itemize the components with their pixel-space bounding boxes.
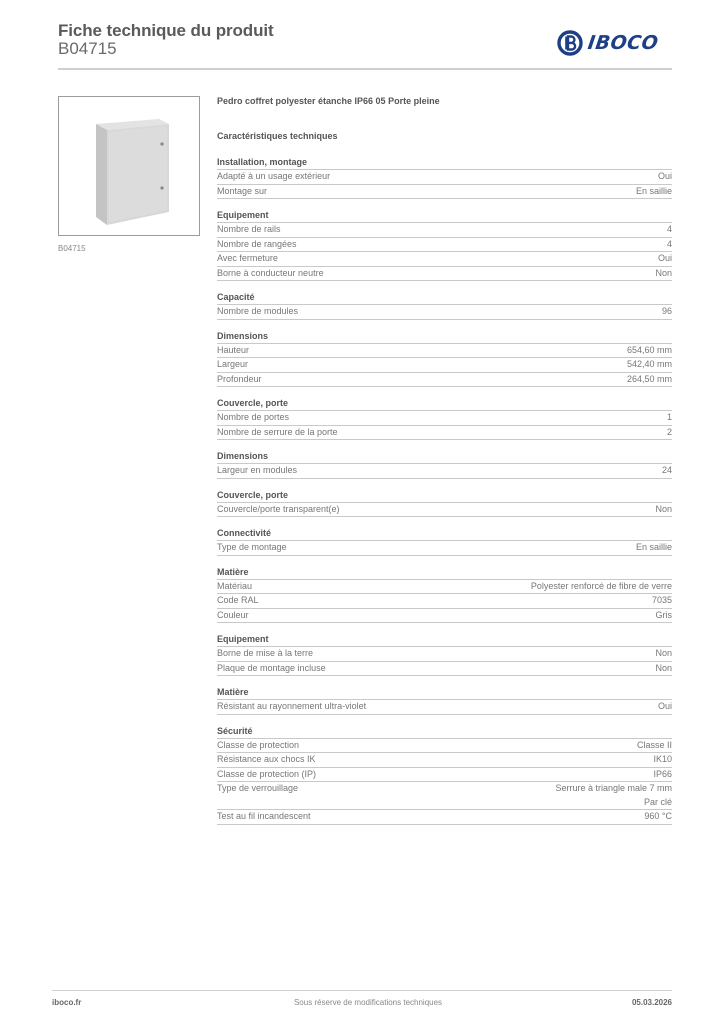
spec-value <box>655 662 672 676</box>
spec-label: Borne à conducteur neutre <box>217 267 324 278</box>
product-image <box>58 96 200 236</box>
spec-value <box>655 647 672 661</box>
spec-label: Plaque de montage incluse <box>217 662 326 673</box>
spec-value-line: 96 <box>661 306 672 316</box>
spec-row <box>217 768 672 783</box>
footer-date: 05.03.2026 <box>631 998 672 1007</box>
spec-label: Nombre de rails <box>217 224 281 234</box>
spec-row <box>217 170 672 185</box>
spec-value-line: IP66 <box>653 768 672 779</box>
spec-group-title: Equipement <box>217 632 672 647</box>
spec-value <box>658 700 672 714</box>
spec-row <box>217 753 672 768</box>
spec-value-line: En saillie <box>635 185 672 196</box>
spec-row <box>217 411 672 426</box>
spec-group <box>217 488 672 518</box>
spec-value-line: Oui <box>657 701 672 711</box>
spec-value-line: 542,40 mm <box>626 359 672 369</box>
spec-row <box>217 238 672 253</box>
spec-value <box>653 753 672 767</box>
brand-logo <box>557 28 658 58</box>
spec-group-title: Capacité <box>217 290 672 305</box>
spec-row <box>217 594 672 609</box>
spec-value <box>636 541 672 555</box>
spec-value <box>656 609 673 623</box>
footer-disclaimer: Sous réserve de modifications techniques <box>293 998 443 1007</box>
spec-row <box>217 662 672 677</box>
enclosure-cabinet-icon <box>59 97 199 235</box>
spec-group <box>217 155 672 199</box>
spec-value <box>667 411 672 425</box>
spec-group <box>217 208 672 281</box>
spec-value-line: Non <box>655 648 672 658</box>
product-code: B04715 <box>58 39 117 58</box>
spec-value-line: IK10 <box>653 754 672 764</box>
spec-value-line: Serrure à triangle male 7 mm <box>555 783 672 793</box>
spec-row <box>217 464 672 479</box>
spec-row <box>217 609 672 624</box>
spec-value-line: Par clé <box>643 796 672 807</box>
spec-row <box>217 700 672 715</box>
spec-label: Nombre de rangées <box>217 238 297 249</box>
spec-group-title: Couvercle, porte <box>217 488 672 503</box>
spec-label: Type de montage <box>217 542 287 552</box>
spec-group-title: Matière <box>217 565 672 580</box>
footer-website: iboco.fr <box>52 998 82 1007</box>
spec-label: Avec fermeture <box>217 253 278 263</box>
spec-value-line: Non <box>655 662 672 673</box>
spec-group <box>217 565 672 624</box>
spec-row <box>217 373 672 388</box>
spec-group <box>217 685 672 715</box>
spec-label: Couvercle/porte transparent(e) <box>217 503 340 514</box>
spec-label: Nombre de serrure de la porte <box>217 426 338 437</box>
spec-group <box>217 632 672 676</box>
spec-label: Type de verrouillage <box>217 783 299 793</box>
spec-value-line: 960 °C <box>644 811 672 821</box>
spec-group-title: Couvercle, porte <box>217 396 672 411</box>
spec-group-title: Installation, montage <box>217 155 672 170</box>
spec-row <box>217 782 672 810</box>
spec-row <box>217 647 672 662</box>
spec-row <box>217 305 672 320</box>
spec-value <box>555 782 672 809</box>
spec-label: Nombre de portes <box>217 412 290 422</box>
spec-row <box>217 267 672 282</box>
spec-value <box>655 503 672 517</box>
spec-group-title: Dimensions <box>217 329 672 344</box>
logo-text: IBOCO <box>586 32 660 54</box>
spec-value-line: Polyester renforcé de fibre de verre <box>530 580 672 591</box>
spec-value-line: Classe II <box>636 739 672 750</box>
spec-row <box>217 541 672 556</box>
spec-group <box>217 396 672 440</box>
spec-label: Résistance aux chocs IK <box>217 754 316 764</box>
spec-value-line: Gris <box>655 609 672 620</box>
spec-value <box>655 267 672 281</box>
header-divider <box>58 68 672 70</box>
spec-value-line: 1 <box>666 412 672 422</box>
spec-row <box>217 810 672 825</box>
spec-label: Largeur <box>217 359 249 369</box>
spec-value-line: 4 <box>666 238 672 249</box>
spec-row <box>217 426 672 441</box>
spec-value-line: En saillie <box>635 542 672 552</box>
spec-label: Code RAL <box>217 595 259 605</box>
spec-value <box>627 358 672 372</box>
spec-value-line: Non <box>655 503 672 514</box>
spec-row <box>217 358 672 373</box>
spec-value <box>662 464 672 478</box>
spec-label: Profondeur <box>217 373 262 384</box>
spec-label: Matériau <box>217 580 253 591</box>
spec-value-line: Oui <box>657 253 672 263</box>
spec-group-title: Sécurité <box>217 724 672 739</box>
spec-value <box>662 305 672 319</box>
spec-label: Classe de protection <box>217 739 300 750</box>
spec-group <box>217 449 672 479</box>
spec-group-title: Matière <box>217 685 672 700</box>
product-name: Pedro coffret polyester étanche IP66 05 Porte pleine <box>217 96 440 106</box>
spec-value <box>658 170 672 184</box>
spec-value <box>627 344 672 358</box>
spec-label: Adapté à un usage extérieur <box>217 171 331 181</box>
spec-label: Test au fil incandescent <box>217 811 311 821</box>
spec-value-line: Oui <box>657 171 672 181</box>
spec-label: Largeur en modules <box>217 465 298 475</box>
spec-value <box>667 238 672 252</box>
iboco-logo-icon <box>557 30 583 56</box>
spec-value <box>667 223 672 237</box>
spec-label: Borne de mise à la terre <box>217 648 314 658</box>
spec-row <box>217 739 672 754</box>
spec-value <box>652 594 672 608</box>
spec-group <box>217 329 672 388</box>
image-caption: B04715 <box>58 244 86 253</box>
spec-value <box>636 185 672 199</box>
spec-value <box>627 373 672 387</box>
spec-value-line: 654,60 mm <box>626 344 672 355</box>
spec-value <box>531 580 672 594</box>
spec-value-line: 264,50 mm <box>626 373 672 384</box>
spec-row <box>217 252 672 267</box>
spec-row <box>217 223 672 238</box>
spec-group-title: Equipement <box>217 208 672 223</box>
specifications-table <box>217 155 672 834</box>
spec-label: Hauteur <box>217 344 250 355</box>
spec-label: Résistant au rayonnement ultra-violet <box>217 701 367 711</box>
spec-value <box>658 252 672 266</box>
spec-value <box>637 739 672 753</box>
spec-row <box>217 185 672 200</box>
spec-row <box>217 503 672 518</box>
spec-label: Classe de protection (IP) <box>217 768 317 779</box>
spec-label: Couleur <box>217 609 249 620</box>
spec-value-line: 4 <box>666 224 672 234</box>
spec-group-title: Dimensions <box>217 449 672 464</box>
spec-group <box>217 526 672 556</box>
spec-value-line: Non <box>655 267 672 278</box>
spec-value <box>653 768 672 782</box>
spec-value <box>644 810 672 824</box>
footer-divider <box>52 990 672 991</box>
section-title: Caractéristiques techniques <box>217 131 338 141</box>
spec-group-title: Connectivité <box>217 526 672 541</box>
spec-label: Nombre de modules <box>217 306 299 316</box>
spec-label: Montage sur <box>217 185 268 196</box>
spec-row <box>217 344 672 359</box>
spec-value <box>667 426 672 440</box>
spec-group <box>217 724 672 825</box>
page-title: Fiche technique du produit <box>58 21 274 40</box>
spec-value-line: 2 <box>666 426 672 437</box>
spec-value-line: 7035 <box>651 595 672 605</box>
spec-row <box>217 580 672 595</box>
spec-value-line: 24 <box>661 465 672 475</box>
spec-group <box>217 290 672 320</box>
